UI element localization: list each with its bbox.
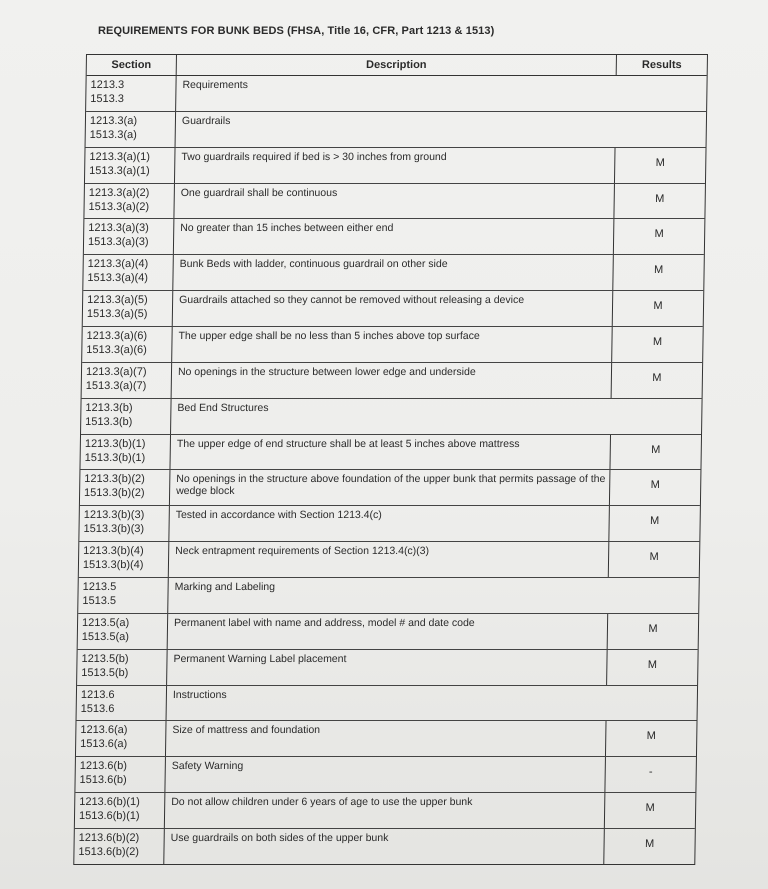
section-code-1513: 1513.3(a) — [89, 128, 137, 141]
result-cell: M — [651, 443, 661, 456]
section-code-1513: 1513.3(a)(1) — [89, 164, 150, 177]
description-cell: Tested in accordance with Section 1213.4(c) — [169, 506, 610, 541]
section-code-1513: 1513.3 — [90, 93, 125, 105]
description-cell: Requirements — [182, 79, 248, 91]
result-cell: M — [652, 371, 662, 384]
description-cell: Instructions — [172, 688, 227, 701]
table-row — [82, 363, 703, 399]
section-code-1213: 1213.3(b) — [85, 401, 133, 414]
description-cell: The upper edge shall be no less than 5 inches above top surface — [172, 327, 613, 362]
section-code-1513: 1513.6(b)(2) — [78, 846, 140, 859]
result-cell: M — [652, 336, 663, 349]
table-row — [78, 614, 699, 650]
description-cell: Bed End Structures — [177, 401, 269, 414]
description-cell: Two guardrails required if bed is > 30 inches from ground — [175, 148, 616, 183]
table-header — [87, 55, 707, 76]
section-cell — [77, 650, 168, 685]
description-cell: Do not allow children under 6 years of age to use the upper bunk — [165, 793, 606, 828]
description-cell: Guardrails — [181, 114, 231, 127]
section-cell — [77, 686, 168, 721]
section-code-1213: 1213.6(b)(1) — [79, 796, 140, 809]
table-row — [79, 542, 700, 578]
description-cell: The upper edge of end structure shall be at least 5 inches above mattress — [170, 435, 611, 470]
section-cell — [76, 721, 167, 756]
section-cell — [80, 435, 171, 470]
section-code-1213: 1213.3(a)(1) — [89, 150, 151, 163]
section-cell — [86, 76, 177, 111]
table-row — [83, 255, 704, 291]
description-cell: Bunk Beds with ladder, continuous guardrail on other side — [173, 255, 614, 290]
table-row — [77, 650, 698, 686]
result-cell: M — [648, 622, 658, 635]
section-code-1513: 1513.6(b)(1) — [78, 810, 140, 823]
description-cell: One guardrail shall be continuous — [174, 184, 615, 219]
description-cell: No openings in the structure between lower edge and underside — [172, 363, 613, 398]
table-row — [75, 757, 696, 793]
table-row — [79, 506, 700, 542]
result-cell: M — [649, 515, 660, 528]
description-cell: Permanent label with name and address, model # and date code — [168, 614, 609, 649]
page-title: REQUIREMENTS FOR BUNK BEDS (FHSA, Title 16, CFR, Part 1213 & 1513) — [98, 25, 495, 37]
result-cell: M — [649, 551, 659, 564]
description-cell: Guardrails attached so they cannot be removed without releasing a device — [173, 291, 614, 326]
section-code-1213: 1213.3(a)(2) — [88, 186, 150, 199]
section-code-1513: 1513.3(a)(3) — [87, 236, 149, 249]
section-code-1513: 1513.5 — [82, 595, 117, 608]
section-code-1513: 1513.3(b)(2) — [84, 487, 145, 500]
result-cell: M — [647, 658, 658, 671]
section-cell — [86, 112, 177, 147]
result-cell: M — [646, 730, 656, 743]
section-code-1213: 1213.3(b)(4) — [83, 545, 144, 558]
section-cell — [82, 327, 173, 362]
table-row — [80, 435, 701, 471]
table-row — [77, 686, 698, 722]
section-code-1513: 1513.3(b)(4) — [82, 559, 144, 572]
result-cell: M — [655, 156, 665, 169]
header-section: Section — [87, 55, 177, 75]
section-cell — [82, 363, 173, 398]
section-cell — [75, 793, 166, 828]
result-cell: M — [653, 264, 664, 277]
section-cell — [79, 506, 170, 541]
description-cell: No openings in the structure above foundation of the upper bunk that permits passage of the wedge block — [170, 470, 611, 505]
section-code-1213: 1213.5(a) — [81, 616, 130, 629]
section-code-1213: 1213.3(a)(5) — [87, 294, 148, 307]
section-code-1213: 1213.6(a) — [80, 724, 128, 737]
section-code-1213: 1213.5(b) — [81, 652, 129, 665]
description-cell: Use guardrails on both sides of the upper bunk — [164, 829, 605, 864]
section-code-1213: 1213.5 — [82, 581, 117, 594]
table-body — [74, 76, 706, 864]
description-cell: Neck entrapment requirements of Section 1213.4(c)(3) — [169, 542, 610, 577]
section-code-1513: 1513.3(a)(7) — [85, 379, 147, 392]
section-cell — [83, 291, 174, 326]
table-row — [74, 829, 695, 864]
table-row — [80, 470, 701, 506]
section-cell — [85, 148, 176, 183]
section-code-1213: 1213.3(a)(7) — [85, 365, 147, 378]
table-row — [83, 291, 704, 327]
section-cell — [74, 829, 165, 864]
section-code-1213: 1213.3(b)(3) — [83, 509, 145, 522]
section-code-1213: 1213.3(b)(2) — [84, 473, 145, 486]
table-row — [81, 399, 702, 435]
table-row — [78, 578, 699, 614]
section-cell — [83, 255, 174, 290]
section-cell — [79, 542, 170, 577]
section-code-1213: 1213.6(b) — [79, 760, 127, 773]
description-cell: Size of mattress and foundation — [166, 721, 607, 756]
section-code-1213: 1213.3(b)(1) — [84, 437, 146, 450]
section-code-1513: 1513.3(b) — [85, 415, 133, 428]
section-cell — [78, 578, 169, 613]
result-cell: M — [654, 228, 664, 241]
section-code-1513: 1513.5(b) — [81, 666, 129, 679]
table-row — [84, 184, 705, 220]
description-cell: Safety Warning — [165, 757, 606, 792]
description-cell: Marking and Labeling — [174, 581, 276, 594]
section-code-1513: 1513.3(a)(2) — [88, 200, 150, 213]
table-row — [86, 112, 707, 148]
section-code-1513: 1513.6(a) — [80, 738, 128, 751]
section-cell — [81, 399, 172, 434]
table-row — [76, 721, 697, 757]
result-cell: M — [645, 802, 655, 815]
table-row — [84, 219, 705, 255]
section-cell — [78, 614, 169, 649]
section-code-1213: 1213.3(a)(6) — [86, 330, 148, 343]
header-description: Description — [177, 55, 617, 75]
section-code-1213: 1213.6 — [80, 688, 115, 701]
requirements-table — [73, 54, 708, 865]
description-cell: Permanent Warning Label placement — [167, 650, 608, 685]
section-code-1513: 1513.3(a)(6) — [86, 344, 147, 357]
header-results: Results — [641, 59, 682, 71]
section-code-1513: 1513.3(a)(4) — [87, 272, 149, 285]
section-code-1213: 1213.6(b)(2) — [78, 832, 140, 845]
result-cell: M — [644, 838, 655, 851]
table-row — [82, 327, 703, 363]
table-row — [85, 148, 706, 184]
section-code-1213: 1213.3(a) — [89, 114, 138, 127]
section-code-1513: 1513.5(a) — [81, 630, 130, 643]
section-code-1213: 1213.3(a)(4) — [87, 258, 149, 271]
section-cell — [80, 470, 171, 505]
section-code-1513: 1513.6(b) — [79, 774, 127, 787]
result-cell: M — [650, 479, 660, 492]
result-cell: M — [653, 300, 663, 313]
description-cell: No greater than 15 inches between either end — [174, 219, 615, 254]
section-code-1513: 1513.3(a)(5) — [86, 308, 148, 321]
section-code-1213: 1213.3 — [90, 79, 125, 91]
result-cell: M — [655, 192, 665, 205]
section-code-1513: 1513.6 — [80, 702, 115, 715]
section-cell — [84, 184, 175, 219]
section-cell — [84, 219, 175, 254]
section-code-1513: 1513.3(b)(3) — [83, 523, 145, 536]
table-row — [75, 793, 696, 829]
table-row — [86, 76, 707, 112]
section-code-1213: 1213.3(a)(3) — [88, 222, 149, 235]
section-cell — [75, 757, 166, 792]
section-code-1513: 1513.3(b)(1) — [84, 451, 146, 464]
result-cell: - — [648, 766, 653, 779]
